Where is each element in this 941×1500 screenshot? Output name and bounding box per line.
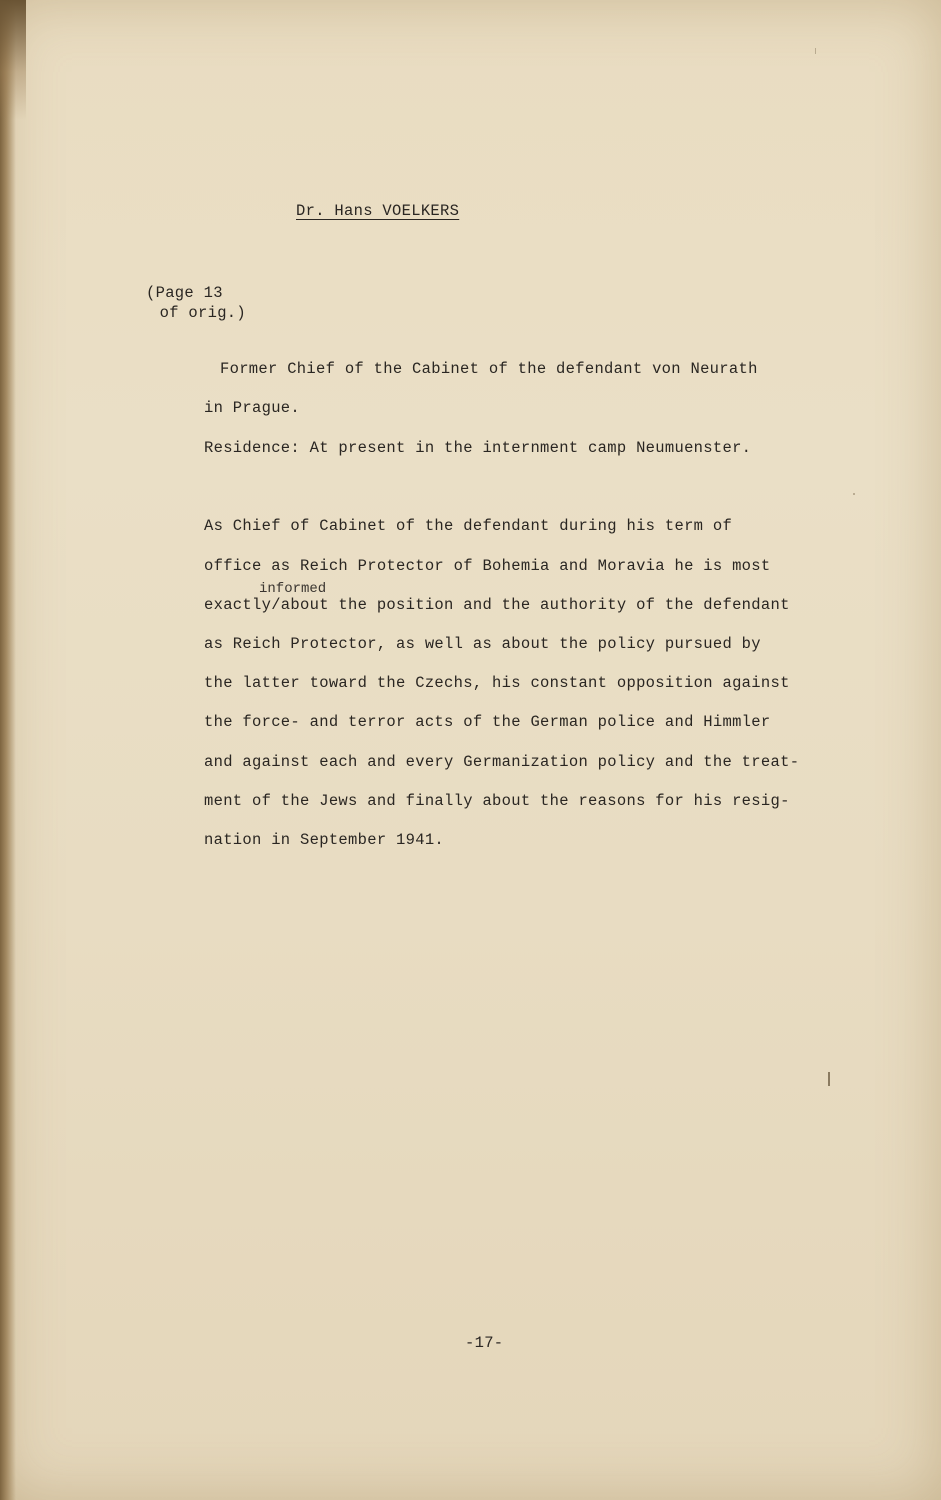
intro-line-1: Former Chief of the Cabinet of the defendant von Neurath — [220, 360, 758, 378]
paper-speck — [815, 48, 816, 54]
body-line-8: ment of the Jews and finally about the reasons for his resig- — [204, 792, 790, 810]
interlinear-insertion: informed — [259, 581, 327, 597]
body-line-3: exactly/about the position and the authority of the defendant — [204, 596, 790, 614]
body-line-1: As Chief of Cabinet of the defendant during his term of — [204, 517, 733, 535]
body-line-7: and against each and every Germanization policy and the treat- — [204, 753, 800, 771]
body-line-5: the latter toward the Czechs, his constant opposition against — [204, 674, 790, 692]
body-line-9: nation in September 1941. — [204, 831, 445, 849]
page-reference-line-2: of orig.) — [150, 304, 247, 322]
body-line-2: office as Reich Protector of Bohemia and Moravia he is most — [204, 557, 771, 575]
intro-line-2: in Prague. — [204, 399, 301, 417]
page-stain — [0, 0, 26, 120]
paper-speck — [828, 1072, 830, 1086]
body-line-4: as Reich Protector, as well as about the policy pursued by — [204, 635, 761, 653]
paper-speck — [853, 493, 855, 495]
page-number: -17- — [465, 1334, 504, 1352]
page-edge-shadow — [0, 0, 16, 1500]
body-line-6: the force- and terror acts of the German police and Himmler — [204, 713, 771, 731]
page-reference-line-1: (Page 13 — [146, 284, 223, 302]
document-title: Dr. Hans VOELKERS — [296, 202, 460, 220]
intro-line-3: Residence: At present in the internment camp Neumuenster. — [204, 439, 752, 457]
